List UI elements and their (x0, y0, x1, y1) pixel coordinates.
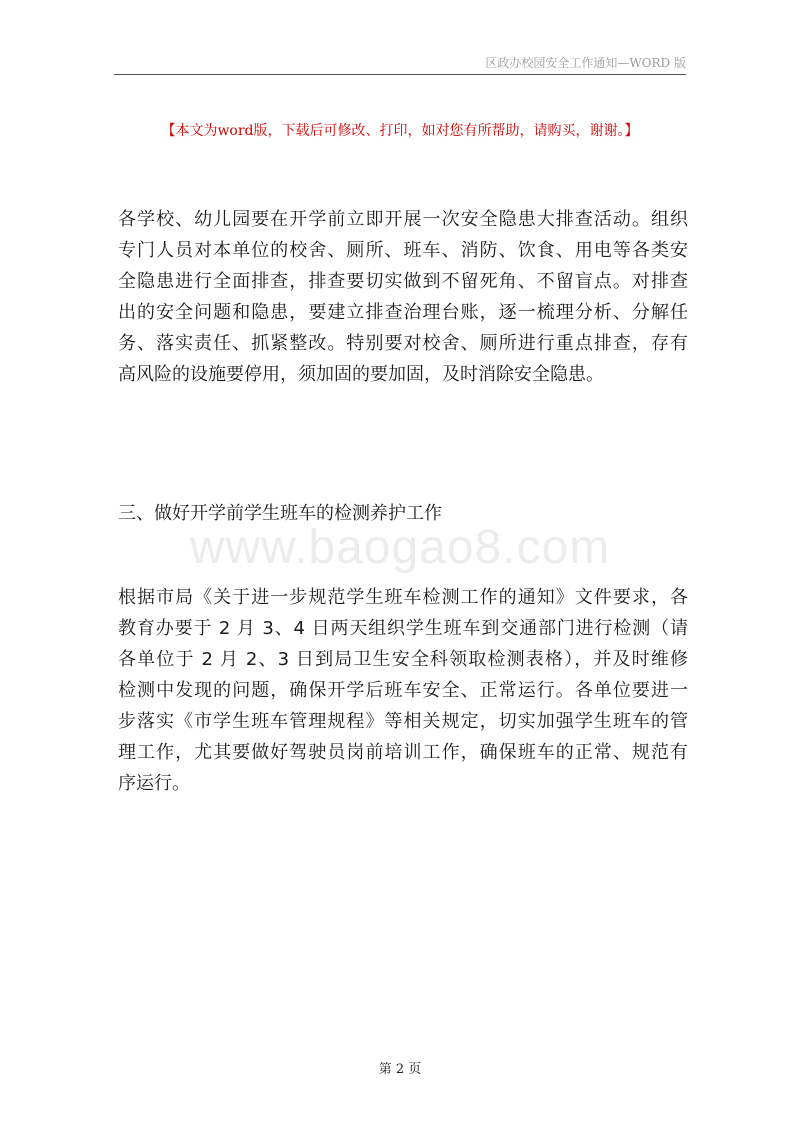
paragraph-line: 高风险的设施要停用，须加固的要加固，及时消除安全隐患。 (118, 364, 604, 385)
word-version-notice: 【本文为word版，下载后可修改、打印，如对您有所帮助，请购买，谢谢。】 (161, 123, 639, 139)
paragraph-line: 步落实《市学生班车管理规程》等相关规定，切实加强学生班车的管 (118, 711, 688, 732)
paragraph-line: 教育办要于 2 月 3、4 日两天组织学生班车到交通部门进行检测（请 (118, 618, 688, 639)
paragraph-line: 各单位于 2 月 2、3 日到局卫生安全科领取检测表格），并及时维修 (118, 649, 688, 670)
paragraph-line: 理工作，尤其要做好驾驶员岗前培训工作，确保班车的正常、规范有 (118, 742, 688, 763)
page-number: 第 2 页 (378, 1062, 422, 1077)
paragraph-line: 出的安全问题和隐患，要建立排查治理台账，逐一梳理分析、分解任 (118, 302, 688, 323)
paragraph-line: 序运行。 (118, 773, 190, 794)
paragraph-line: 全隐患进行全面排查，排查要切实做到不留死角、不留盲点。对排查 (118, 271, 688, 292)
paragraph-line: 检测中发现的问题，确保开学后班车安全、正常运行。各单位要进一 (118, 680, 688, 701)
section-heading: 三、做好开学前学生班车的检测养护工作 (118, 503, 442, 524)
paragraph-line: 各学校、幼儿园要在开学前立即开展一次安全隐患大排查活动。组织 (118, 209, 688, 230)
paragraph-bus-inspection (118, 582, 688, 799)
paragraph-line: 根据市局《关于进一步规范学生班车检测工作的通知》文件要求，各 (118, 587, 688, 608)
paragraph-line: 专门人员对本单位的校舍、厕所、班车、消防、饮食、用电等各类安 (118, 240, 688, 261)
header-divider (114, 74, 686, 75)
site-watermark: www.baogao8.com (189, 521, 611, 574)
paragraph-safety-inspection (118, 204, 688, 390)
paragraph-line: 务、落实责任、抓紧整改。特别要对校舍、厕所进行重点排查，存有 (118, 333, 688, 354)
running-header: 区政办校园安全工作通知—WORD 版 (485, 56, 686, 70)
